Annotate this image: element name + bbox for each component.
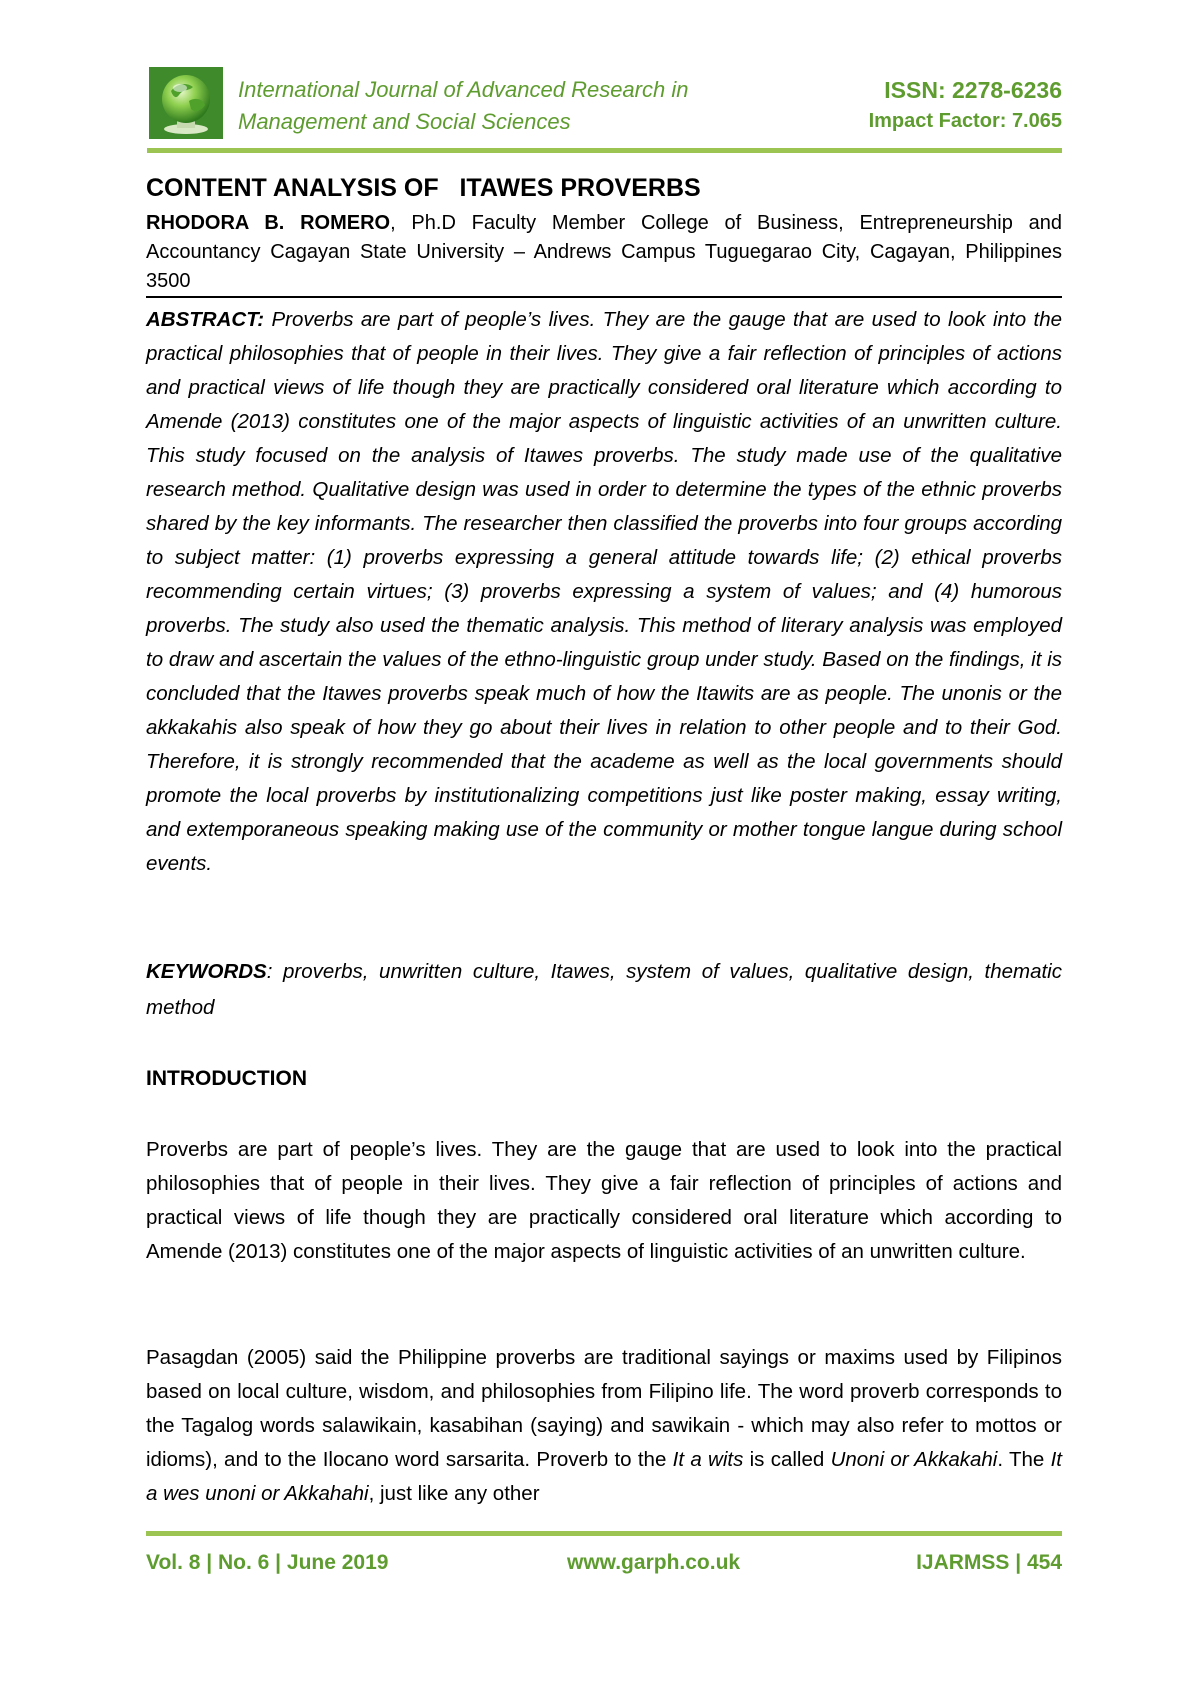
author-affiliation: , Ph.D Faculty Member College of Business, Entrepreneurship and Accountancy Cagayan State University – Andrews Campus Tuguegarao City, Cagayan, Philippines 3500	[146, 212, 1063, 292]
article-title: CONTENT ANALYSIS OF ITAWES PROVERBS	[146, 174, 701, 202]
abstract-text: Proverbs are part of people’s lives. They are the gauge that are used to look into the practical philosophies that of people in their lives. They give a fair reflection of principles of actions and practical views of life though they are practically considered oral literature which according to Amende (2013) constitutes one of the major aspects of linguistic activities of an unwritten culture. This study focused on the analysis of Itawes proverbs. The study made use of the qualitative research method. Qualitative design was used in order to determine the types of the ethnic proverbs shared by the key informants. The researcher then classified the proverbs into four groups according to subject matter: (1) proverbs expressing a general attitude towards life; (2) ethical proverbs recommending certain virtues; (3) proverbs expressing a system of values; and (4) humorous proverbs. The study also used the thematic analysis. This method of literary analysis was employed to draw and ascertain the values of the ethno-linguistic group under study. Based on the findings, it is concluded that the Itawes proverbs speak much of how the Itawits are as people. The unonis or the akkakahis also speak of how they go about their lives in relation to other people and to their God. Therefore, it is strongly recommended that the academe as well as the local governments should promote the local proverbs by institutionalizing competitions just like poster making, essay writing, and extemporaneous speaking making use of the community or mother tongue langue during school events.	[146, 308, 1062, 875]
para2-text-4: , just like any other	[368, 1482, 540, 1505]
footer-divider	[146, 1531, 1062, 1536]
journal-name-line2: Management and Social Sciences	[238, 109, 571, 134]
author-name: RHODORA B. ROMERO	[146, 212, 391, 234]
journal-logo-globe-icon	[149, 67, 223, 139]
para2-text-3: . The	[997, 1448, 1051, 1471]
introduction-heading: INTRODUCTION	[146, 1067, 307, 1090]
keywords-label: KEYWORDS	[146, 960, 267, 983]
keywords	[146, 954, 1062, 1026]
introduction-paragraph-2	[146, 1341, 1062, 1511]
footer-page-number: IJARMSS | 454	[916, 1551, 1062, 1574]
journal-name-line1: International Journal of Advanced Research in	[238, 77, 689, 102]
abstract-label: ABSTRACT:	[146, 308, 265, 331]
para2-text-2: is called	[743, 1448, 831, 1471]
author-block	[146, 209, 1062, 296]
para2-italic-1: It a wits	[672, 1448, 744, 1471]
impact-factor: Impact Factor: 7.065	[868, 110, 1062, 132]
abstract	[146, 303, 1062, 881]
para2-italic-2: Unoni or Akkakahi	[830, 1448, 998, 1471]
keywords-text: : proverbs, unwritten culture, Itawes, system of values, qualitative design, thematic method	[146, 960, 1062, 1019]
introduction-paragraph-1: Proverbs are part of people’s lives. They are the gauge that are used to look into the practical philosophies that of people in their lives. They give a fair reflection of principles of actions and practical views of life though they are practically considered oral literature which according to Amende (2013) constitutes one of the major aspects of linguistic activities of an unwritten culture.	[146, 1138, 1062, 1263]
journal-name	[238, 74, 798, 138]
author-divider	[146, 296, 1062, 298]
header-divider	[147, 148, 1062, 153]
issn-number: ISSN: 2278-6236	[884, 77, 1062, 103]
footer-volume: Vol. 8 | No. 6 | June 2019	[146, 1551, 389, 1574]
para2-italic-3: It a wes unoni or Akkahahi	[146, 1448, 1062, 1505]
footer-website-link[interactable]: www.garph.co.uk	[567, 1551, 741, 1574]
para2-text-1: Pasagdan (2005) said the Philippine proverbs are traditional sayings or maxims used by Filipinos based on local culture, wisdom, and philosophies from Filipino life. The word proverb corresponds to the Tagalog words salawikain, kasabihan (saying) and sawikain - which may also refer to mottos or idioms), and to the Ilocano word sarsarita. Proverb to the	[146, 1346, 1062, 1471]
